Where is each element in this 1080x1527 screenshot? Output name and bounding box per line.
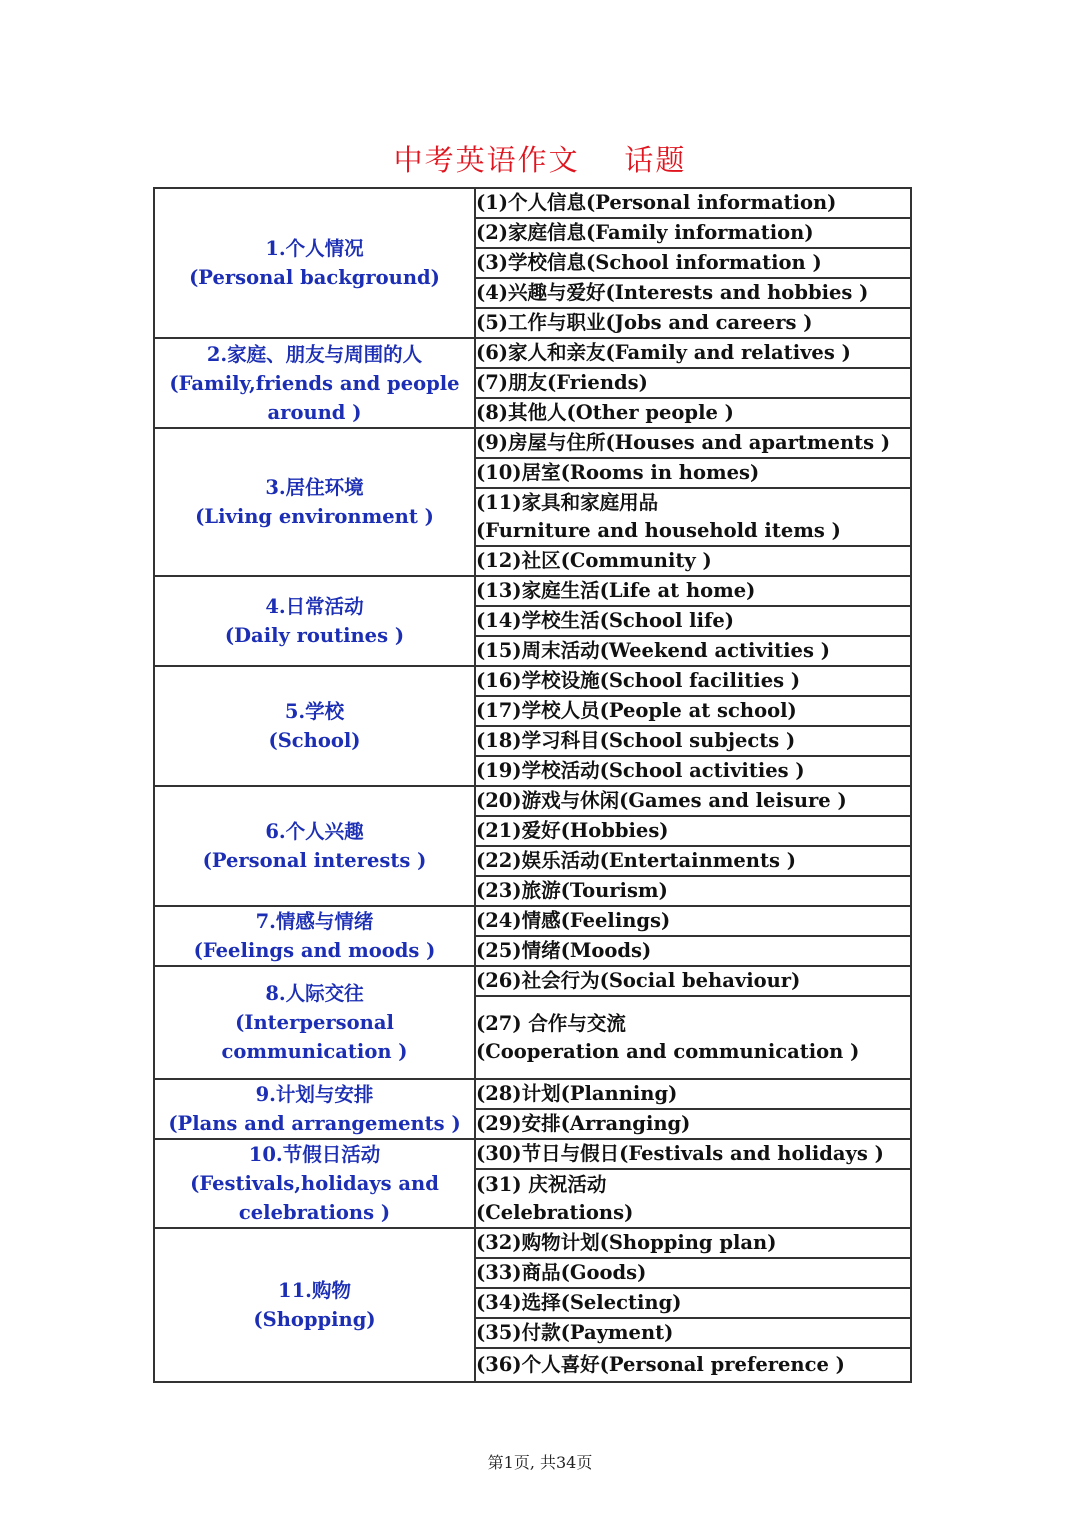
subtopic-cell: [475, 996, 911, 1079]
category-title-zh: 6.个人兴趣: [265, 820, 364, 843]
subtopic-text: (9)房屋与住所(Houses and apartments ): [475, 428, 911, 458]
subtopic-text: (29)安排(Arranging): [475, 1109, 911, 1139]
table-row: [154, 1079, 911, 1109]
category-title-zh: 1.个人情况: [265, 237, 364, 260]
category-cell: [154, 576, 475, 666]
table-row: [154, 966, 911, 996]
category-title-en: (School): [268, 729, 361, 752]
category-title-en: (Festivals,holidays and celebrations ): [190, 1172, 439, 1224]
subtopic-text: (21)爱好(Hobbies): [475, 816, 911, 846]
table-row: [154, 786, 911, 816]
subtopic-text: (16)学校设施(School facilities ): [475, 666, 911, 696]
category-title-en: (Plans and arrangements ): [168, 1112, 461, 1135]
subtopic-text: (34)选择(Selecting): [475, 1288, 911, 1318]
subtopic-text: (7)朋友(Friends): [475, 368, 911, 398]
subtopic-text: (5)工作与职业(Jobs and careers ): [475, 308, 911, 338]
category-title-en: (Feelings and moods ): [193, 939, 436, 962]
category-cell: [154, 338, 475, 428]
category-title-zh: 5.学校: [284, 700, 345, 723]
topics-table-body: [154, 188, 911, 1382]
category-title-zh: 8.人际交往: [265, 982, 364, 1005]
category-cell: [154, 188, 475, 338]
table-row: [154, 1228, 911, 1258]
category-title-en: (Personal interests ): [202, 849, 427, 872]
subtopic-text: (32)购物计划(Shopping plan): [475, 1228, 911, 1258]
subtopic-text: (31) 庆祝活动: [476, 1172, 607, 1196]
table-row: [154, 576, 911, 606]
page-number: 第1页, 共34页: [487, 1453, 593, 1472]
subtopic-text: (12)社区(Community ): [475, 546, 911, 576]
category-cell: [154, 966, 475, 1079]
category-title-zh: 3.居住环境: [265, 476, 364, 499]
category-cell: [154, 428, 475, 576]
table-row: [154, 906, 911, 936]
category-title-en: (Shopping): [253, 1308, 376, 1331]
category-title-en: (Family,friends and people around ): [169, 371, 460, 424]
subtopic-text: (Cooperation and communication ): [476, 1039, 860, 1063]
subtopic-text: (36)个人喜好(Personal preference ): [475, 1348, 911, 1382]
category-title-en: (Personal background): [189, 266, 440, 289]
subtopic-text: (18)学习科目(School subjects ): [475, 726, 911, 756]
subtopic-text: (19)学校活动(School activities ): [475, 756, 911, 786]
category-title-en: (Daily routines ): [224, 624, 405, 647]
subtopic-text: (26)社会行为(Social behaviour): [475, 966, 911, 996]
category-title-en: (Living environment ): [195, 505, 434, 528]
subtopic-text: (4)兴趣与爱好(Interests and hobbies ): [475, 278, 911, 308]
subtopic-cell: [475, 1169, 911, 1228]
document-title: 中考英语作文 话题: [393, 143, 687, 177]
category-title-zh: 4.日常活动: [265, 595, 364, 618]
subtopic-text: (25)情绪(Moods): [475, 936, 911, 966]
subtopic-text: (23)旅游(Tourism): [475, 876, 911, 906]
table-row: [154, 188, 911, 218]
category-cell: [154, 1228, 475, 1382]
subtopic-text: (1)个人信息(Personal information): [475, 188, 911, 218]
category-cell: [154, 1079, 475, 1139]
table-row: [154, 338, 911, 368]
category-title-zh: 10.节假日活动: [248, 1143, 381, 1166]
table-row: [154, 666, 911, 696]
category-cell: [154, 786, 475, 906]
category-title-zh: 7.情感与情绪: [255, 910, 374, 933]
subtopic-text: (20)游戏与休闲(Games and leisure ): [475, 786, 911, 816]
subtopic-text: (14)学校生活(School life): [475, 606, 911, 636]
subtopic-text: (Furniture and household items ): [476, 519, 841, 542]
topics-table: [153, 187, 912, 1383]
category-title-en: (Interpersonal communication ): [221, 1011, 408, 1063]
subtopic-cell: [475, 488, 911, 546]
subtopic-text: (22)娱乐活动(Entertainments ): [475, 846, 911, 876]
subtopic-text: (2)家庭信息(Family information): [475, 218, 911, 248]
subtopic-text: (33)商品(Goods): [475, 1258, 911, 1288]
category-cell: [154, 666, 475, 786]
category-title-zh: 2.家庭、朋友与周围的人: [206, 342, 423, 366]
subtopic-text: (8)其他人(Other people ): [475, 398, 911, 428]
subtopic-text: (17)学校人员(People at school): [475, 696, 911, 726]
table-row: [154, 428, 911, 458]
category-title-zh: 9.计划与安排: [255, 1083, 374, 1106]
category-title-zh: 11.购物: [278, 1279, 351, 1302]
subtopic-text: (10)居室(Rooms in homes): [475, 458, 911, 488]
subtopic-text: (24)情感(Feelings): [475, 906, 911, 936]
subtopic-text: (30)节日与假日(Festivals and holidays ): [475, 1139, 911, 1169]
category-cell: [154, 1139, 475, 1228]
subtopic-text: (11)家具和家庭用品: [476, 491, 659, 514]
table-row: [154, 1139, 911, 1169]
subtopic-text: (3)学校信息(School information ): [475, 248, 911, 278]
category-cell: [154, 906, 475, 966]
subtopic-text: (6)家人和亲友(Family and relatives ): [475, 338, 911, 368]
subtopic-text: (27) 合作与交流: [476, 1011, 626, 1035]
subtopic-text: (13)家庭生活(Life at home): [475, 576, 911, 606]
subtopic-text: (28)计划(Planning): [475, 1079, 911, 1109]
subtopic-text: (Celebrations): [476, 1200, 634, 1224]
subtopic-text: (15)周末活动(Weekend activities ): [475, 636, 911, 666]
subtopic-text: (35)付款(Payment): [475, 1318, 911, 1348]
